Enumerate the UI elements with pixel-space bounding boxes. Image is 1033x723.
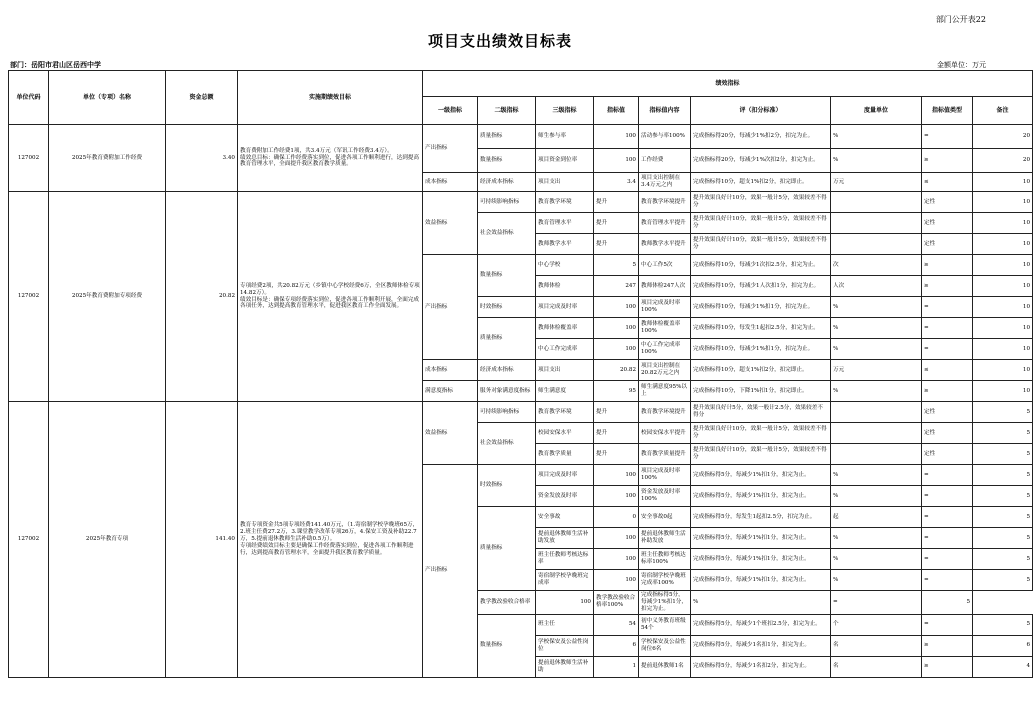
indicator-content-cell: 提前退休教师生活补助发放: [639, 528, 691, 549]
project-name-cell: 2025年教育专项: [49, 402, 166, 678]
measure-unit-cell: 名: [831, 656, 922, 677]
level3-indicator-cell: 资金发放及时率: [536, 486, 594, 507]
indicator-value-cell: 247: [594, 276, 639, 297]
level2-indicator-cell: 时效指标: [478, 465, 536, 507]
indicator-value-cell: 100: [594, 318, 639, 339]
note-cell: 5: [922, 591, 973, 615]
note-cell: 20: [973, 149, 1033, 173]
level2-indicator-cell: 可持续影响指标: [478, 192, 536, 213]
level2-indicator-cell: 可持续影响指标: [478, 402, 536, 423]
level3-indicator-cell: 教师体检: [536, 276, 594, 297]
target-cell: 专项经费2项，共20.82万元（乡镇中心学校经费6万，全区教师体检专项14.82万）。 绩效目标是：确保专项经费落实到位，促进各项工作顺利开展，全面完成各项任务，达到提高教育管理水平，促进我区教育工作全面发展。: [238, 192, 423, 402]
indicator-content-cell: 中心工作完成率100%: [639, 339, 691, 360]
indicator-value-cell: 3.4: [594, 173, 639, 192]
measure-unit-cell: [831, 444, 922, 465]
level3-indicator-cell: 班主任教师考核达标率: [536, 549, 594, 570]
level2-indicator-cell: 质量指标: [478, 507, 536, 591]
indicator-content-cell: 教育教学环境提升: [639, 402, 691, 423]
measure-unit-cell: %: [831, 339, 922, 360]
level3-indicator-cell: 中心工作完成率: [536, 339, 594, 360]
scoring-standard-cell: 完成指标得5分，每减少1名扣1分，扣完为止。: [691, 635, 831, 656]
level3-indicator-cell: 师生参与率: [536, 125, 594, 149]
note-cell: 10: [973, 297, 1033, 318]
level3-indicator-cell: 提前退休教师生活补助发放: [536, 528, 594, 549]
measure-unit-cell: %: [691, 591, 831, 615]
note-cell: 5: [973, 402, 1033, 423]
indicator-content-cell: 资金发放及时率100%: [639, 486, 691, 507]
level2-indicator-cell: 数量指标: [478, 255, 536, 297]
indicator-content-cell: 班主任教师考核达标率100%: [639, 549, 691, 570]
note-cell: 5: [973, 614, 1033, 635]
measure-unit-cell: [831, 213, 922, 234]
measure-unit-cell: [831, 234, 922, 255]
table-body: [9, 125, 1033, 678]
level1-indicator-cell: 效益指标: [423, 402, 478, 465]
indicator-type-cell: =: [922, 465, 973, 486]
indicator-type-cell: =: [922, 614, 973, 635]
note-cell: 10: [973, 276, 1033, 297]
scoring-standard-cell: 完成指标得5分，每减少1%扣1分，扣完为止。: [691, 570, 831, 591]
measure-unit-cell: %: [831, 318, 922, 339]
indicator-type-cell: =: [922, 486, 973, 507]
level2-indicator-cell: 质量指标: [478, 125, 536, 149]
indicator-type-cell: ≥: [922, 255, 973, 276]
table-row: [9, 192, 1033, 213]
note-cell: 10: [973, 213, 1033, 234]
measure-unit-cell: %: [831, 381, 922, 402]
indicator-type-cell: =: [922, 125, 973, 149]
indicator-type-cell: =: [922, 570, 973, 591]
header-code: 单位代码: [9, 71, 49, 125]
indicator-value-cell: 100: [594, 549, 639, 570]
page-title: 项目支出绩效目标表: [427, 32, 572, 50]
indicator-type-cell: 定性: [922, 234, 973, 255]
unit-code-cell: 127002: [9, 125, 49, 192]
indicator-type-cell: ≥: [922, 656, 973, 677]
scoring-standard-cell: 完成指标得10分，每减少1%扣1分，扣完为止。: [691, 339, 831, 360]
level3-indicator-cell: 教育教学环境: [536, 192, 594, 213]
level3-indicator-cell: 项目资金到位率: [536, 149, 594, 173]
indicator-type-cell: ≤: [922, 360, 973, 381]
level1-indicator-cell: 产出指标: [423, 465, 478, 678]
level3-indicator-cell: 教育管理水平: [536, 213, 594, 234]
indicator-value-cell: 提升: [594, 213, 639, 234]
header-perf: 绩效指标: [423, 71, 1033, 97]
measure-unit-cell: 名: [831, 635, 922, 656]
indicator-content-cell: 项目完成及时率100%: [639, 297, 691, 318]
indicator-content-cell: 校园安保水平提升: [639, 423, 691, 444]
level2-indicator-cell: 质量指标: [478, 318, 536, 360]
level2-indicator-cell: 数量指标: [478, 149, 536, 173]
indicator-content-cell: 教师体检247人次: [639, 276, 691, 297]
level2-indicator-cell: 社会效益指标: [478, 213, 536, 255]
note-cell: 10: [973, 255, 1033, 276]
indicator-type-cell: ≥: [922, 276, 973, 297]
scoring-standard-cell: 完成指标得20分，每减少1%次扣2分，扣完为止。: [691, 149, 831, 173]
header-l3: 三级指标: [536, 97, 594, 125]
note-cell: 10: [973, 318, 1033, 339]
indicator-type-cell: 定性: [922, 444, 973, 465]
indicator-content-cell: 教师教学水平提升: [639, 234, 691, 255]
scoring-standard-cell: 完成指标得5分，每减少1个班扣2.5分，扣完为止。: [691, 614, 831, 635]
note-cell: 5: [973, 528, 1033, 549]
indicator-value-cell: 6: [594, 635, 639, 656]
amount-unit-label: 金额单位：万元: [937, 61, 986, 69]
scoring-standard-cell: 完成指标得5分，每减少1%扣1分，扣完为止。: [639, 591, 691, 615]
indicator-value-cell: 提升: [594, 192, 639, 213]
scoring-standard-cell: 完成指标得5分，每减少1%扣1分，扣完为止。: [691, 528, 831, 549]
scoring-standard-cell: 完成指标得10分，超支1%扣2分，扣完即止。: [691, 360, 831, 381]
measure-unit-cell: %: [831, 549, 922, 570]
level3-indicator-cell: 安全事故: [536, 507, 594, 528]
header-note: 备注: [973, 97, 1033, 125]
scoring-standard-cell: 完成指标得5分，每发生1起扣2.5分，扣完为止。: [691, 507, 831, 528]
target-cell: 教育专项资金共5项专项经费141.40万元，（1.寄宿制学校孕晚班65万，2.班主任费27.2万，3.课堂教学改革专项26万，4.保安工资及补助22.7万，5.提前退休教师生活补助0.5万）。 专项经费绩效目标主要是确保工作经费落实到位，促进各项工作顺利进行，达到提高教育管理水平，全面提升我区教育教学质量。: [238, 402, 423, 678]
indicator-content-cell: 中心工作5次: [639, 255, 691, 276]
indicator-content-cell: 教育教学环境提升: [639, 192, 691, 213]
measure-unit-cell: 个: [831, 614, 922, 635]
indicator-type-cell: =: [922, 549, 973, 570]
indicator-type-cell: 定性: [922, 402, 973, 423]
note-cell: 5: [973, 486, 1033, 507]
note-cell: 5: [973, 423, 1033, 444]
header-target: 实施期绩效目标: [238, 71, 423, 125]
indicator-content-cell: 初中义务教育班级54个: [639, 614, 691, 635]
measure-unit-cell: 次: [831, 255, 922, 276]
note-cell: 5: [973, 549, 1033, 570]
level3-indicator-cell: 教育教学质量: [536, 444, 594, 465]
page-code-label: 部门公开表22: [935, 15, 986, 24]
header-amount: 资金总额: [166, 71, 238, 125]
indicator-type-cell: =: [922, 528, 973, 549]
indicator-value-cell: 5: [594, 255, 639, 276]
level3-indicator-cell: 班主任: [536, 614, 594, 635]
target-cell: 教育费附加工作经费1项，共3.4万元（军讯工作经费3.4万）。 绩效总目标：确保工作经费落实到位，促进各项工作顺利进行，达到提高教育管理水平，全面提升我区教育教学质量。: [238, 125, 423, 192]
scoring-standard-cell: 提升效果良好计10分，效果一般计5分，效果较差不得分: [691, 423, 831, 444]
level2-indicator-cell: 数量指标: [478, 614, 536, 677]
level3-indicator-cell: 寄宿制学校孕晚班完成率: [536, 570, 594, 591]
level3-indicator-cell: 校园安保水平: [536, 423, 594, 444]
scoring-standard-cell: 完成指标得20分，每减少1%扣2分，扣完为止。: [691, 125, 831, 149]
scoring-standard-cell: 完成指标得5分，每减少1%扣1分，扣完为止。: [691, 549, 831, 570]
level2-indicator-cell: 社会效益指标: [478, 423, 536, 465]
note-cell: 10: [973, 381, 1033, 402]
indicator-value-cell: 100: [594, 125, 639, 149]
header-l2: 二级指标: [478, 97, 536, 125]
indicator-value-cell: 100: [536, 591, 594, 615]
indicator-content-cell: 寄宿制学校孕晚班完成率100%: [639, 570, 691, 591]
indicator-type-cell: =: [831, 591, 922, 615]
header-l1: 一级指标: [423, 97, 478, 125]
note-cell: 5: [973, 444, 1033, 465]
indicator-value-cell: 100: [594, 486, 639, 507]
header-measure: 度量单位: [831, 97, 922, 125]
header-name: 单位（专项）名称: [49, 71, 166, 125]
scoring-standard-cell: 完成指标得10分，每减少1人次扣1分，扣完为止。: [691, 276, 831, 297]
project-name-cell: 2025年教育费附加专项经费: [49, 192, 166, 402]
note-cell: 10: [973, 173, 1033, 192]
header-val: 指标值: [594, 97, 639, 125]
scoring-standard-cell: 完成指标得10分，每减少1%扣1分，扣完为止。: [691, 297, 831, 318]
level1-indicator-cell: 满意度指标: [423, 381, 478, 402]
note-cell: 4: [973, 656, 1033, 677]
level2-indicator-cell: 经济成本指标: [478, 360, 536, 381]
indicator-value-cell: 100: [594, 339, 639, 360]
indicator-value-cell: 提升: [594, 234, 639, 255]
measure-unit-cell: [831, 402, 922, 423]
level3-indicator-cell: 教学教改验收合格率: [478, 591, 536, 615]
indicator-content-cell: 项目完成及时率100%: [639, 465, 691, 486]
level3-indicator-cell: 教育教学环境: [536, 402, 594, 423]
measure-unit-cell: %: [831, 297, 922, 318]
indicator-type-cell: ≥: [922, 381, 973, 402]
measure-unit-cell: 起: [831, 507, 922, 528]
measure-unit-cell: %: [831, 486, 922, 507]
indicator-value-cell: 提升: [594, 444, 639, 465]
indicator-type-cell: =: [922, 507, 973, 528]
scoring-standard-cell: 完成指标得5分，每减少1%扣1分，扣完为止。: [691, 486, 831, 507]
indicator-type-cell: ≥: [922, 635, 973, 656]
scoring-standard-cell: 完成指标得10分，每减少1次扣2.5分，扣完为止。: [691, 255, 831, 276]
unit-code-cell: 127002: [9, 192, 49, 402]
note-cell: 10: [973, 234, 1033, 255]
scoring-standard-cell: 提升效果良好计10分，效果一般计5分，效果较差不得分: [691, 444, 831, 465]
level1-indicator-cell: 成本指标: [423, 173, 478, 192]
amount-cell: 20.82: [166, 192, 238, 402]
measure-unit-cell: [831, 423, 922, 444]
indicator-value-cell: 100: [594, 465, 639, 486]
scoring-standard-cell: 提升效果良好计5分，效果一般计2.5分，效果较差不得分: [691, 402, 831, 423]
level2-indicator-cell: 时效指标: [478, 297, 536, 318]
project-name-cell: 2025年教育费附加工作经费: [49, 125, 166, 192]
indicator-value-cell: 提升: [594, 402, 639, 423]
header-type: 指标值类型: [922, 97, 973, 125]
indicator-content-cell: 提前退休教师1名: [639, 656, 691, 677]
indicator-value-cell: 100: [594, 570, 639, 591]
indicator-type-cell: 定性: [922, 423, 973, 444]
measure-unit-cell: 人次: [831, 276, 922, 297]
level1-indicator-cell: 产出指标: [423, 255, 478, 360]
indicator-value-cell: 54: [594, 614, 639, 635]
header-score: 评（扣分标准）: [691, 97, 831, 125]
measure-unit-cell: %: [831, 149, 922, 173]
measure-unit-cell: %: [831, 125, 922, 149]
measure-unit-cell: 万元: [831, 173, 922, 192]
measure-unit-cell: [831, 192, 922, 213]
indicator-content-cell: 教学教改验收合格率100%: [594, 591, 639, 615]
amount-cell: 3.40: [166, 125, 238, 192]
level3-indicator-cell: 项目支出: [536, 173, 594, 192]
scoring-standard-cell: 完成指标得10分，超支1%扣2分，扣完即止。: [691, 173, 831, 192]
measure-unit-cell: %: [831, 570, 922, 591]
indicator-type-cell: ≤: [922, 173, 973, 192]
scoring-standard-cell: 完成指标得5分，每减少1名扣2分，扣完为止。: [691, 656, 831, 677]
level3-indicator-cell: 项目完成及时率: [536, 465, 594, 486]
indicator-value-cell: 100: [594, 149, 639, 173]
indicator-value-cell: 1: [594, 656, 639, 677]
indicator-value-cell: 提升: [594, 423, 639, 444]
level3-indicator-cell: 教师体检覆盖率: [536, 318, 594, 339]
indicator-type-cell: =: [922, 318, 973, 339]
level3-indicator-cell: 教师教学水平: [536, 234, 594, 255]
indicator-value-cell: 20.82: [594, 360, 639, 381]
scoring-standard-cell: 提升效果良好计10分，效果一般计5分，效果较差不得分: [691, 192, 831, 213]
level3-indicator-cell: 中心学校: [536, 255, 594, 276]
indicator-content-cell: 教育教学质量提升: [639, 444, 691, 465]
indicator-value-cell: 95: [594, 381, 639, 402]
department-label: 部门：岳阳市君山区岳西中学: [10, 60, 101, 69]
level1-indicator-cell: 成本指标: [423, 360, 478, 381]
indicator-content-cell: 工作经费: [639, 149, 691, 173]
table-row: [9, 402, 1033, 423]
indicator-value-cell: 100: [594, 528, 639, 549]
scoring-standard-cell: 提升效果良好计10分，效果一般计5分，效果较差不得分: [691, 213, 831, 234]
indicator-type-cell: ≥: [922, 149, 973, 173]
level2-indicator-cell: 服务对象满意度指标: [478, 381, 536, 402]
indicator-type-cell: 定性: [922, 192, 973, 213]
indicator-type-cell: =: [922, 339, 973, 360]
scoring-standard-cell: 提升效果良好计10分，效果一般计5分，效果较差不得分: [691, 234, 831, 255]
scoring-standard-cell: 完成指标得5分，每减少1%扣1分，扣完为止。: [691, 465, 831, 486]
note-cell: 20: [973, 125, 1033, 149]
measure-unit-cell: 万元: [831, 360, 922, 381]
note-cell: 10: [973, 339, 1033, 360]
indicator-content-cell: 活动参与率100%: [639, 125, 691, 149]
level1-indicator-cell: 效益指标: [423, 192, 478, 255]
level3-indicator-cell: 师生满意度: [536, 381, 594, 402]
indicator-content-cell: 教师体检覆盖率100%: [639, 318, 691, 339]
level1-indicator-cell: 产出指标: [423, 125, 478, 173]
indicator-content-cell: 学校保安及公益性岗位6名: [639, 635, 691, 656]
level2-indicator-cell: 经济成本指标: [478, 173, 536, 192]
level3-indicator-cell: 提前退休教师生活补助: [536, 656, 594, 677]
indicator-content-cell: 师生满意度95%以上: [639, 381, 691, 402]
indicator-type-cell: 定性: [922, 213, 973, 234]
level3-indicator-cell: 项目完成及时率: [536, 297, 594, 318]
scoring-standard-cell: 完成指标得10分，下降1%扣1分，扣完即止。: [691, 381, 831, 402]
note-cell: 5: [973, 507, 1033, 528]
performance-table: [8, 70, 1033, 678]
indicator-type-cell: =: [922, 297, 973, 318]
indicator-content-cell: 教育管理水平提升: [639, 213, 691, 234]
table-row: [9, 125, 1033, 149]
header-content: 指标值内容: [639, 97, 691, 125]
amount-cell: 141.40: [166, 402, 238, 678]
level3-indicator-cell: 学校保安及公益性岗位: [536, 635, 594, 656]
measure-unit-cell: %: [831, 465, 922, 486]
indicator-value-cell: 0: [594, 507, 639, 528]
note-cell: 10: [973, 360, 1033, 381]
indicator-content-cell: 项目支出控制在3.4万元之内: [639, 173, 691, 192]
note-cell: 6: [973, 635, 1033, 656]
unit-code-cell: 127002: [9, 402, 49, 678]
level3-indicator-cell: 项目支出: [536, 360, 594, 381]
note-cell: 10: [973, 192, 1033, 213]
indicator-value-cell: 100: [594, 297, 639, 318]
indicator-content-cell: 安全事故0起: [639, 507, 691, 528]
note-cell: 5: [973, 465, 1033, 486]
note-cell: 5: [973, 570, 1033, 591]
scoring-standard-cell: 完成指标得10分，每发生1起扣2.5分，扣完为止。: [691, 318, 831, 339]
indicator-content-cell: 项目支出控制在20.82万元之内: [639, 360, 691, 381]
measure-unit-cell: %: [831, 528, 922, 549]
